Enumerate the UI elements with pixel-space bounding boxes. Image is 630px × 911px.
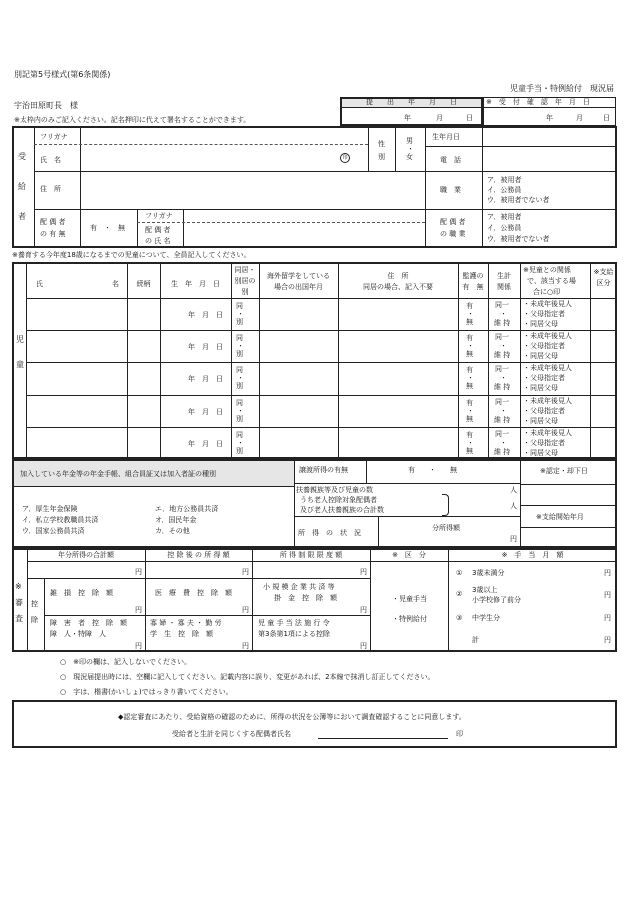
child-row-custody-1: ・ bbox=[467, 438, 474, 447]
child-row-livelihood-1: ・ bbox=[500, 406, 507, 415]
small-business-deduction-1: 小 規 模 企 業 共 済 等 bbox=[263, 583, 335, 591]
review-side-2: 審 bbox=[15, 598, 23, 607]
consent-box bbox=[12, 700, 617, 748]
child-row-birthdate: 年 月 日 bbox=[188, 407, 223, 416]
after-yen: 円 bbox=[242, 568, 249, 576]
child-row-relation-option-2[interactable]: ・同居父母 bbox=[523, 416, 558, 425]
child-relationship-header-1: ※児童との関係 bbox=[523, 266, 571, 274]
limit-yen: 円 bbox=[360, 568, 367, 576]
spouse-exist-options[interactable]: 有 ・ 無 bbox=[90, 224, 125, 232]
child-row-custody-1: ・ bbox=[467, 342, 474, 351]
child-row-relation-option-1[interactable]: ・父母指定者 bbox=[523, 342, 565, 351]
child-header-divider bbox=[26, 298, 617, 299]
spouse-job-label-1: 配 偶 者 bbox=[440, 218, 466, 226]
amount-3-number: ③ bbox=[456, 614, 463, 622]
child-row-custody-2: 無 bbox=[466, 414, 473, 423]
amount-1-number: ① bbox=[456, 569, 463, 577]
spouse-exist-label-2: の 有 無 bbox=[40, 230, 66, 238]
form-number: 別記第5号様式(第6条関係) bbox=[14, 70, 111, 79]
child-cohabit-header-1: 同居・ bbox=[234, 266, 256, 274]
child-grant-header-2: 区分 bbox=[596, 279, 611, 287]
spouse-job-option-c[interactable]: ウ．被用者でない者 bbox=[487, 235, 550, 243]
child-row-cohabit-0: 同 bbox=[236, 366, 243, 375]
seal-mark bbox=[340, 153, 350, 163]
review-after-header: 控 除 後 の 所 得 額 bbox=[167, 551, 230, 559]
note-3: ○ 字は、楷書(かいしょ)ではっきり書いてください。 bbox=[60, 688, 233, 696]
child-birth-header: 生 年 月 日 bbox=[171, 280, 220, 288]
consent-sign-line[interactable] bbox=[318, 738, 448, 739]
child-livelihood-header-1: 生計 bbox=[497, 272, 511, 280]
child-row-livelihood-2: 維 持 bbox=[494, 319, 511, 327]
act-deduction-2: 第3条第1項による控除 bbox=[258, 630, 330, 638]
child-row-livelihood-2: 維 持 bbox=[494, 383, 511, 392]
child-row-relation-option-0[interactable]: ・未成年後見人 bbox=[523, 428, 572, 437]
spouse-name-label-1: 配 偶 者 bbox=[145, 226, 171, 234]
dependents-unit: 人 bbox=[510, 486, 517, 494]
child-cohabit-header-2: 別居の bbox=[234, 277, 256, 285]
elderly-label-2: 及び老人扶養親族の合計数 bbox=[300, 506, 384, 514]
disabled-yen: 円 bbox=[135, 642, 142, 650]
furigana-label: フリガナ bbox=[40, 133, 68, 141]
amount-over3-1: 3歳以上 bbox=[472, 586, 498, 594]
child-row-relation-option-1[interactable]: ・父母指定者 bbox=[523, 310, 565, 318]
child-row-livelihood-2: 維 持 bbox=[494, 351, 511, 360]
pension-option-c[interactable]: ウ．国家公務員共済 bbox=[22, 527, 85, 535]
spouse-job-option-b[interactable]: イ．公務員 bbox=[487, 224, 522, 232]
act-yen: 円 bbox=[360, 642, 367, 650]
child-relation-header: 続柄 bbox=[136, 280, 151, 288]
child-row-custody-0: 有 bbox=[466, 398, 473, 407]
consent-seal: 印 bbox=[456, 730, 463, 738]
review-total-header: 年分所得の合計額 bbox=[58, 551, 114, 559]
child-row-cohabit-1: ・ bbox=[237, 406, 244, 415]
submit-date-label: 提 出 年 月 日 bbox=[366, 98, 457, 106]
child-row-relation-option-0[interactable]: ・未成年後見人 bbox=[523, 300, 572, 308]
child-row-relation-option-0[interactable]: ・未成年後見人 bbox=[523, 364, 572, 373]
child-row-birthdate: 年 月 日 bbox=[188, 375, 223, 384]
child-cohabit-header-3: 別 bbox=[241, 288, 249, 296]
disabled-deduction-2: 障 人・特障 人 bbox=[50, 630, 106, 638]
address-label: 住 所 bbox=[40, 185, 61, 193]
receipt-day-unit: 日 bbox=[603, 114, 610, 122]
child-row-custody-1: ・ bbox=[467, 406, 474, 415]
spouse-exist-label-1: 配 偶 者 bbox=[40, 218, 66, 226]
job-option-a[interactable]: ア．被用者 bbox=[487, 176, 522, 184]
job-label: 職 業 bbox=[440, 186, 461, 194]
name-label: 氏 名 bbox=[40, 156, 61, 164]
payment-start-label: ※支給開始年月 bbox=[536, 513, 584, 521]
pension-option-e[interactable]: オ．国民年金 bbox=[155, 516, 197, 524]
child-row-relation-option-1[interactable]: ・父母指定者 bbox=[523, 374, 565, 383]
spouse-furigana-label: フリガナ bbox=[145, 212, 173, 220]
child-row-relation-option-2[interactable]: ・同居父母 bbox=[523, 384, 558, 393]
child-row-custody-2: 無 bbox=[466, 318, 473, 326]
income-status-label: 所 得 の 状 況 bbox=[298, 529, 361, 537]
child-row-relation-option-1[interactable]: ・父母指定者 bbox=[523, 438, 565, 447]
submit-month-unit: 月 bbox=[436, 114, 443, 122]
small-business-deduction-2: 掛 金 控 除 額 bbox=[274, 594, 337, 602]
child-row-cohabit-2: 別 bbox=[236, 446, 243, 455]
receipt-month-unit: 月 bbox=[576, 114, 583, 122]
child-row-relation-option-1[interactable]: ・父母指定者 bbox=[523, 406, 565, 415]
child-row-cohabit-0: 同 bbox=[236, 302, 243, 310]
child-row-cohabit-1: ・ bbox=[237, 310, 244, 318]
child-abroad-header-1: 海外留学をしている bbox=[267, 272, 330, 280]
consent-text: ◆認定審査にあたり、受給資格の確認のために、所得の状況を公簿等において調査確認することに同意します。 bbox=[118, 713, 466, 721]
child-row-relation-option-0[interactable]: ・未成年後見人 bbox=[523, 332, 572, 341]
child-row-cohabit-1: ・ bbox=[237, 438, 244, 447]
review-amount-header: ※ 手 当 月 額 bbox=[501, 551, 564, 559]
gender-female[interactable]: 女 bbox=[406, 153, 413, 161]
child-row-custody-1: ・ bbox=[467, 374, 474, 383]
child-row-livelihood-1: ・ bbox=[500, 342, 507, 351]
child-row-cohabit-2: 別 bbox=[236, 350, 243, 359]
child-row-cohabit-0: 同 bbox=[236, 430, 243, 439]
amount-1-yen: 円 bbox=[604, 569, 611, 577]
child-row-relation-option-2[interactable]: ・同居父母 bbox=[523, 320, 558, 328]
child-row-cohabit-2: 別 bbox=[236, 414, 243, 423]
amount-2-number: ② bbox=[456, 590, 463, 598]
child-row-livelihood-2: 維 持 bbox=[494, 447, 511, 456]
child-custody-header-1: 監護の bbox=[462, 272, 484, 280]
child-address-header-1: 住 所 bbox=[387, 272, 409, 280]
medical-deduction: 医 療 費 控 除 額 bbox=[155, 589, 232, 597]
medical-yen: 円 bbox=[242, 606, 249, 614]
applicant-label-2: 給 bbox=[18, 182, 26, 191]
spouse-job-label-2: の 職 業 bbox=[440, 230, 466, 238]
child-row-livelihood-1: ・ bbox=[500, 438, 507, 447]
review-side-1: ※ bbox=[15, 582, 22, 591]
child-grant-header-1: ※支給 bbox=[593, 268, 614, 276]
gender-label-bottom: 別 bbox=[378, 153, 385, 161]
receipt-date-label: ※ 受 付 確 認 年 月 日 bbox=[486, 98, 590, 106]
amount-junior-high: 中学生分 bbox=[472, 614, 500, 622]
child-row-relation-option-2[interactable]: ・同居父母 bbox=[523, 352, 558, 361]
elderly-unit: 人 bbox=[510, 502, 517, 510]
child-abroad-header-2: 場合の出国年月 bbox=[274, 283, 323, 291]
amount-total: 計 bbox=[472, 636, 479, 644]
child-relationship-header-2: で、該当する場 bbox=[527, 277, 576, 285]
child-name-header-2: 名 bbox=[112, 280, 119, 288]
gender-separator: ・ bbox=[407, 145, 414, 153]
amount-3-yen: 円 bbox=[604, 614, 611, 622]
total-yen: 円 bbox=[135, 568, 142, 576]
child-relationship-header-3: 合に○印 bbox=[533, 288, 561, 296]
amount-2-yen: 円 bbox=[604, 591, 611, 599]
child-row-relation-option-2[interactable]: ・同居父母 bbox=[523, 448, 558, 457]
child-row-birthdate: 年 月 日 bbox=[188, 439, 223, 448]
child-row-custody-0: 有 bbox=[466, 366, 473, 375]
child-row-livelihood-2: 維 持 bbox=[494, 415, 511, 424]
child-row-custody-2: 無 bbox=[466, 446, 473, 455]
child-row-livelihood-1: ・ bbox=[500, 374, 507, 383]
child-row-cohabit-0: 同 bbox=[236, 398, 243, 407]
spouse-job-option-a[interactable]: ア．被用者 bbox=[487, 213, 522, 221]
child-name-header-1: 氏 bbox=[36, 280, 43, 288]
child-row-livelihood-0: 同一 bbox=[495, 429, 509, 438]
child-row-livelihood-0: 同一 bbox=[495, 397, 509, 406]
child-row-custody-0: 有 bbox=[466, 430, 473, 439]
review-side-3: 査 bbox=[15, 614, 23, 623]
child-row-custody-1: ・ bbox=[467, 310, 474, 318]
income-amount-label: 分所得額 bbox=[432, 524, 460, 532]
applicant-label-1: 受 bbox=[18, 152, 26, 161]
child-row-livelihood-0: 同一 bbox=[495, 365, 509, 374]
addressee: 宇治田原町長 様 bbox=[14, 101, 78, 110]
amount-over3-2: 小学校修了前分 bbox=[472, 596, 521, 604]
child-row-divider bbox=[26, 427, 617, 428]
child-row-custody-2: 無 bbox=[466, 350, 473, 359]
class-child-allowance: ・児童手当 bbox=[392, 595, 427, 603]
seal-circle: 印 bbox=[340, 153, 350, 163]
job-option-c[interactable]: ウ．被用者でない者 bbox=[487, 196, 550, 204]
birthdate-label: 生年月日 bbox=[432, 133, 460, 141]
submit-day-unit: 日 bbox=[466, 114, 473, 122]
child-row-birthdate: 年 月 日 bbox=[188, 343, 223, 352]
child-row-birthdate: 年 月 日 bbox=[188, 311, 223, 319]
child-row-relation-option-0[interactable]: ・未成年後見人 bbox=[523, 396, 572, 405]
receipt-year-unit: 年 bbox=[546, 114, 553, 122]
income-amount-unit: 円 bbox=[510, 535, 517, 543]
child-row-cohabit-0: 同 bbox=[236, 334, 243, 343]
phone-label: 電 話 bbox=[440, 156, 461, 164]
small-biz-yen: 円 bbox=[360, 606, 367, 614]
consent-sign-label: 受給者と生計を同じくする配偶者氏名 bbox=[172, 730, 291, 738]
child-address-header-2: 同居の場合、記入不要 bbox=[363, 283, 433, 291]
children-note: ※養育する今年度18歳になるまでの児童について、全員記入してください。 bbox=[12, 251, 251, 259]
transfer-income-label: 譲渡所得の有無 bbox=[299, 466, 348, 474]
widow-deduction-2: 学 生 控 除 額 bbox=[150, 630, 213, 638]
child-row-livelihood-1: ・ bbox=[500, 310, 507, 318]
child-row-cohabit-2: 別 bbox=[236, 318, 243, 326]
form-title: 児童手当・特例給付 現況届 bbox=[510, 84, 614, 93]
gender-male[interactable]: 男 bbox=[406, 137, 413, 145]
child-row-livelihood-0: 同一 bbox=[495, 301, 509, 309]
certification-date-label: ※認定・却下日 bbox=[540, 467, 588, 475]
pension-option-a[interactable]: ア．厚生年金保険 bbox=[22, 505, 78, 513]
child-row-custody-0: 有 bbox=[466, 302, 473, 310]
pension-title: 加入している年金等の年金手帳、組合員証又は加入者証の種別 bbox=[20, 470, 216, 478]
widow-yen: 円 bbox=[242, 642, 249, 650]
pension-option-b[interactable]: イ．私立学校教職員共済 bbox=[22, 516, 99, 524]
deduction-label-1: 控 bbox=[31, 600, 38, 608]
child-row-livelihood-0: 同一 bbox=[495, 333, 509, 342]
children-side-2: 童 bbox=[16, 360, 24, 369]
child-row-cohabit-1: ・ bbox=[237, 374, 244, 383]
class-special-benefit: ・特例給付 bbox=[392, 615, 427, 623]
pension-option-f[interactable]: カ．その他 bbox=[155, 527, 190, 535]
child-row-custody-2: 無 bbox=[466, 382, 473, 391]
miscellaneous-deduction: 雑 損 控 除 額 bbox=[50, 589, 113, 597]
child-custody-header-2: 有 無 bbox=[462, 283, 484, 291]
transfer-income-options[interactable]: 有 ・ 無 bbox=[408, 466, 457, 474]
child-row-cohabit-2: 別 bbox=[236, 382, 243, 391]
thick-frame-note: ※太枠内のみご記入ください。記名押印に代えて署名することができます。 bbox=[14, 116, 251, 124]
children-side-1: 児 bbox=[16, 335, 24, 344]
pension-option-d[interactable]: エ．地方公務員共済 bbox=[155, 505, 219, 513]
applicant-label-3: 者 bbox=[18, 212, 26, 221]
dependents-label: 扶養親族等及び児童の数 bbox=[296, 486, 373, 494]
note-1: ○ ※印の欄は、記入しないでください。 bbox=[60, 658, 191, 666]
child-livelihood-header-2: 関係 bbox=[497, 283, 511, 291]
elderly-label-1: うち老人控除対象配偶者 bbox=[300, 496, 377, 504]
child-row-divider bbox=[26, 395, 617, 396]
amount-under3: 3歳未満分 bbox=[472, 569, 505, 577]
review-class-header: ※ 区 分 bbox=[392, 551, 426, 559]
note-2: ○ 現況届提出時には、空欄に記入してください。記載内容に誤り、変更があれば、2本線で抹消し訂正してください。 bbox=[60, 673, 435, 681]
misc-yen: 円 bbox=[135, 606, 142, 614]
spouse-name-label-2: の 氏 名 bbox=[145, 237, 171, 245]
job-option-b[interactable]: イ．公務員 bbox=[487, 186, 522, 194]
submit-year-unit: 年 bbox=[404, 114, 411, 122]
review-limit-header: 所 得 制 限 限 度 額 bbox=[279, 551, 343, 559]
child-row-custody-0: 有 bbox=[466, 334, 473, 343]
child-row-cohabit-1: ・ bbox=[237, 342, 244, 351]
widow-deduction-1: 寡 婦 ・ 寡 夫 ・ 勤 労 bbox=[150, 619, 222, 627]
amount-total-yen: 円 bbox=[604, 636, 611, 644]
act-deduction-1: 児 童 手 当 法 施 行 令 bbox=[258, 619, 330, 627]
gender-label-top: 性 bbox=[378, 140, 385, 148]
disabled-deduction-1: 障 害 者 控 除 額 bbox=[50, 619, 127, 627]
deduction-label-2: 除 bbox=[31, 616, 38, 624]
